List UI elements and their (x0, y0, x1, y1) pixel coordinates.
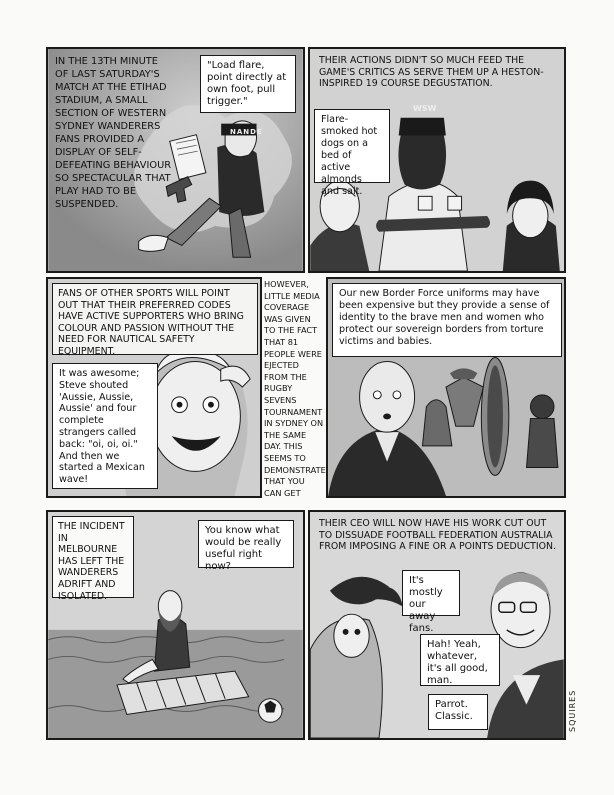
panel-7-caption: THEIR CEO WILL NOW HAVE HIS WORK CUT OUT TO DISSUADE FOOTBALL FEDERATION AUSTRALIA FROM IMPOSING A FINE OR A POINTS DEDUCTION. (319, 518, 557, 553)
panel-other-sports (46, 277, 262, 498)
panel-6-caption: THE INCIDENT IN MELBOURNE HAS LEFT THE WANDERERS ADRIFT AND ISOLATED. (52, 516, 134, 598)
panel-7-speech-bubble-ceo-1: Hah! Yeah, whatever, it's all good, man. (420, 634, 500, 686)
cap-logo-text: NANDE (230, 128, 263, 136)
panel-2-speech-bubble: Flare-smoked hot dogs on a bed of active almonds and salt. (314, 109, 390, 183)
panel-adrift (46, 510, 305, 740)
panel-5-speech-bubble: Our new Border Force uniforms may have been expensive but they provide a sense of identity to the brave men and women who protect our sovereign borders from torture victims and babies. (332, 283, 562, 357)
panel-3-caption: FANS OF OTHER SPORTS WILL POINT OUT THAT THEIR PREFERRED CODES HAVE ACTIVE SUPPORTERS WHO BRING COLOUR AND PASSION WITHOUT THE NEED FOR NAUTICAL SAFETY EQUIPMENT. (52, 283, 258, 355)
panel-ceo-parrot (308, 510, 566, 740)
panel-4-caption: HOWEVER, LITTLE MEDIA COVERAGE WAS GIVEN TO THE FACT THAT 81 PEOPLE WERE EJECTED FROM THE RUGBY SEVENS TOURNAMENT IN SYDNEY ON THE SAME DAY. THIS SEEMS TO DEMONSTRATE THAT YOU CAN GET (264, 279, 326, 498)
panel-1-speech-bubble: "Load flare, point directly at own foot, pull trigger." (200, 55, 296, 113)
panel-border-force (326, 277, 566, 498)
panel-6-speech-bubble: You know what would be really useful right now? (198, 520, 294, 568)
panel-flare-fan (46, 47, 305, 273)
panel-7-speech-bubble-parrot: It's mostly our away fans. (402, 570, 460, 616)
panel-1-caption: IN THE 13TH MINUTE OF LAST SATURDAY'S MATCH AT THE ETIHAD STADIUM, A SMALL SECTION OF WESTERN SYDNEY WANDERERS FANS PROVIDED A DISPLAY OF SELF-DEFEATING BEHAVIOUR SO SPECTACULAR THAT PLAY HAD TO BE SUSPENDED. (55, 56, 172, 210)
panel-3-speech-bubble: It was awesome; Steve shouted 'Aussie, Aussie, Aussie' and four complete strangers called back: "oi, oi, oi." And then we started a Mexican wave! (52, 363, 158, 489)
panel-7-speech-bubble-ceo-2: Parrot. Classic. (428, 694, 488, 730)
panel-degustation (308, 47, 566, 273)
panel-rugby-sevens (262, 277, 326, 498)
panel-2-caption: THEIR ACTIONS DIDN'T SO MUCH FEED THE GAME'S CRITICS AS SERVE THEM UP A HESTON-INSPIRED 19 COURSE DEGUSTATION. (319, 55, 544, 90)
cap-logo-text: WSW (413, 104, 437, 113)
artist-signature: SQUIRES (568, 689, 577, 732)
